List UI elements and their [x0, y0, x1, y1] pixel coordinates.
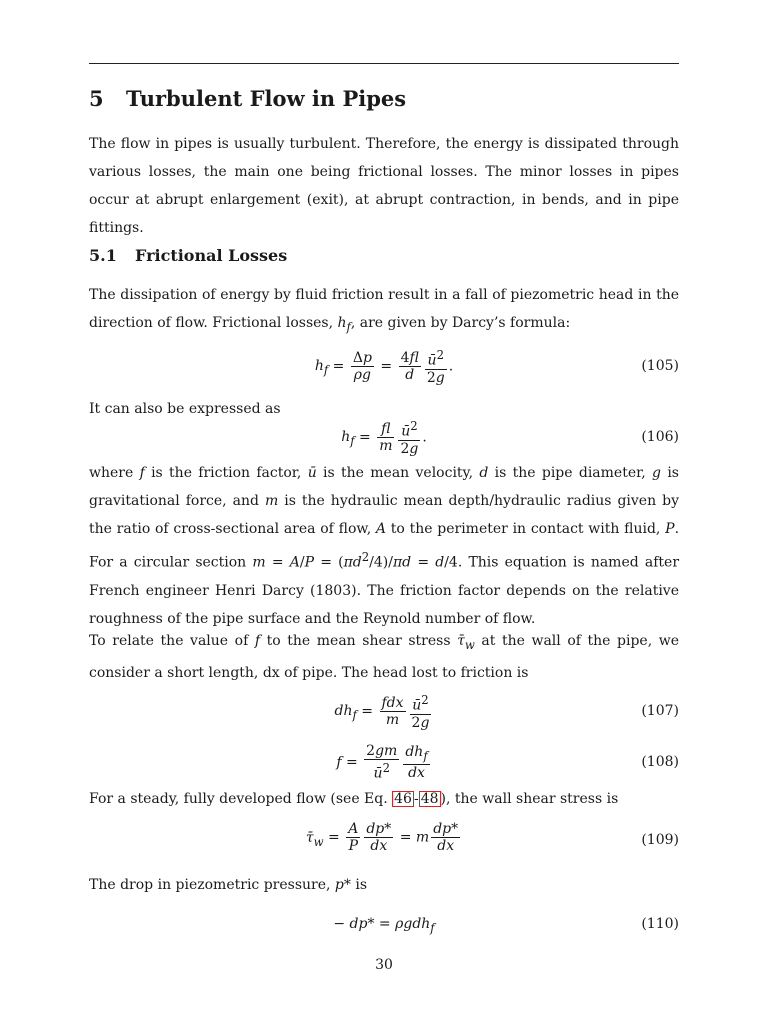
equation-ref-46[interactable]: 46: [394, 791, 412, 807]
subsection-heading: [89, 246, 287, 265]
paragraph-shear-stress: To relate the value of f to the mean shear stress $\taū_w$ at the wall of the pipe, we consider a short length, dx of pipe. The head lost to friction is: [89, 633, 680, 681]
equation-number: (109): [641, 832, 679, 848]
section-title: Turbulent Flow in Pipes: [126, 86, 407, 111]
paragraph-piezometric: The drop in piezometric pressure, p* is: [89, 877, 368, 893]
equation-109: $\taū_w$ = $\frac{A}{P}$ $\frac{dp*}{dx}$ = m $\frac{dp*}{dx}$ (109): [305, 821, 679, 854]
top-rule: [89, 63, 679, 64]
equation-106: $h_f$ = $\frac{fl}{m}$ $\frac{ū^2}{2g}$ . (106): [341, 419, 679, 457]
equation-108: f = $\frac{2gm}{ū^2}$ $\frac{dh_f}{dx}$ (108): [336, 743, 679, 782]
paragraph-steady-flow: For a steady, fully developed flow (see Eq. 46 - 48 ), the wall shear stress is: [89, 791, 619, 807]
section-number: 5: [89, 86, 104, 111]
page-number: 30: [375, 957, 393, 973]
section-heading: [89, 86, 406, 111]
intro-paragraph: The flow in pipes is usually turbulent. Therefore, the energy is dissipated through various losses, the main one being frictional losses. The minor losses in pipes occur at abrupt enlargement (exit), at abrupt contraction, in bends, and in pipe fittings.: [89, 136, 679, 236]
equation-number: (110): [641, 916, 679, 932]
equation-105: $h_f$ = $\frac{\Delta p}{\rho g}$ = $\frac{4fl}{d}$ $\frac{ū^2}{2g}$ . (105): [314, 348, 679, 386]
subsection-number: 5.1: [89, 246, 117, 265]
paragraph-darcy: The dissipation of energy by fluid friction result in a fall of piezometric head in the direction of flow. Frictional losses, $h_f$, are given by Darcy’s formula:: [89, 287, 679, 334]
equation-number: (105): [641, 358, 679, 374]
equation-number: (106): [641, 429, 679, 445]
equation-number: (108): [641, 754, 679, 770]
equation-107: $dh_f$ = $\frac{\text{fdx}}{m}$ $\frac{ū^2}{2g}$ (107): [334, 693, 679, 731]
equation-ref-48[interactable]: 48: [420, 791, 439, 807]
paragraph-definitions: where f is the friction factor, ū is the mean velocity, d is the pipe diameter, g is gravitational force, and m is the hydraulic mean depth/hydraulic radius given by the ratio of cross-sectional area of flow, A to the perimeter in contact with fluid, P. For a circular section $m = A/P = (\pi d^2/4)/\pi d = d/4$. This equation is named after French engineer Henri Darcy (1803). The friction factor depends on the relative roughness of the pipe surface and the Reynold number of flow.: [89, 465, 680, 627]
paragraph-also-expressed: It can also be expressed as: [89, 401, 281, 417]
subsection-title: Frictional Losses: [135, 246, 288, 265]
equation-number: (107): [641, 703, 679, 719]
equation-110: − dp* = ρgdh$_f$ (110): [333, 916, 679, 935]
